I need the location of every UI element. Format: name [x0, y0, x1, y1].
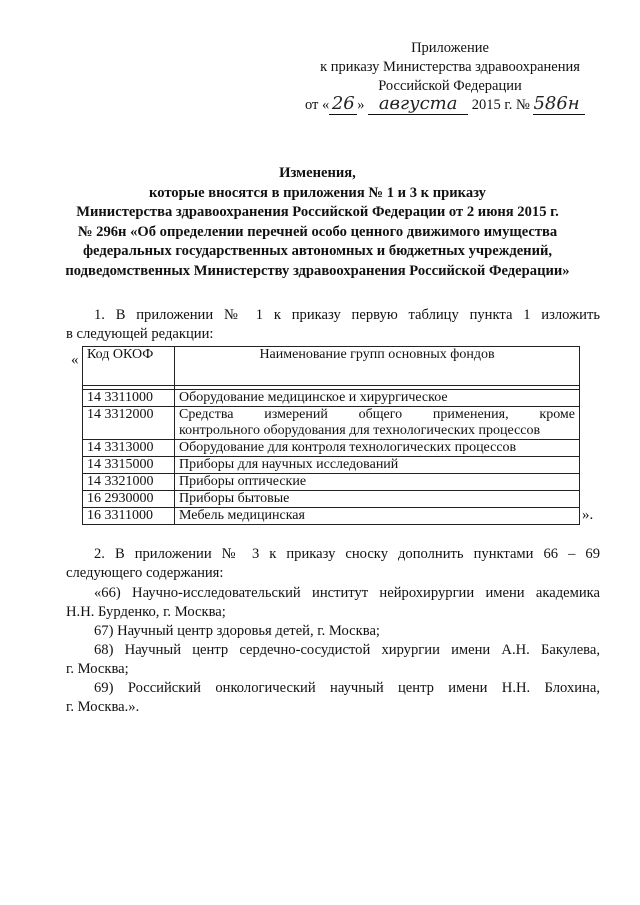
okof-name: Мебель медицинская — [175, 508, 580, 525]
list-item-67 — [66, 622, 600, 641]
okof-name: Приборы оптические — [175, 474, 580, 491]
item-69-line-1: 69) Российский онкологический научный центр имени Н.Н. Блохина, — [94, 680, 600, 696]
item-66-line-1: «66) Научно-исследовательский институт нейрохирургии имени академика — [94, 585, 600, 601]
title-line: Изменения, — [279, 165, 356, 181]
okof-code: 16 3311000 — [83, 508, 175, 525]
list-item-66 — [66, 584, 600, 622]
okof-code: 16 2930000 — [83, 491, 175, 508]
table-quote-open: « — [71, 352, 79, 368]
okof-name: Оборудование для контроля технологических процессов — [175, 440, 580, 457]
table-row — [83, 440, 580, 457]
title-line: № 296н «Об определении перечней особо ценного движимого имущества — [77, 223, 558, 240]
document-title — [40, 164, 595, 281]
header-name: Наименование групп основных фондов — [175, 347, 580, 386]
item-69-line-2: г. Москва.». — [66, 699, 140, 715]
title-line: которые вносятся в приложения № 1 и 3 к приказу — [149, 184, 486, 201]
paragraph-1 — [66, 306, 600, 344]
okof-name: Приборы для научных исследований — [175, 457, 580, 474]
list-item-68 — [66, 641, 600, 679]
federation-name: Российской Федерации — [378, 78, 522, 94]
title-line: Министерства здравоохранения Российской Федерации от 2 июня 2015 г. — [76, 204, 559, 220]
handwritten-day: 26 — [329, 93, 357, 115]
okof-name-line-2: контрольного оборудования для технологических процессов — [179, 423, 541, 438]
table-header-row — [83, 347, 580, 386]
order-reference: к приказу Министерства здравоохранения — [320, 59, 580, 75]
table-quote-close: ». — [582, 507, 594, 523]
handwritten-month: августа — [368, 93, 468, 115]
okof-code: 14 3315000 — [83, 457, 175, 474]
okof-table — [82, 346, 580, 525]
date-prefix: от « — [305, 97, 330, 113]
okof-code: 14 3313000 — [83, 440, 175, 457]
table-row — [83, 491, 580, 508]
item-68-line-2: г. Москва; — [66, 661, 129, 677]
okof-code: 14 3311000 — [83, 390, 175, 407]
okof-name — [175, 407, 580, 440]
okof-code: 14 3321000 — [83, 474, 175, 491]
table-row — [83, 457, 580, 474]
okof-name: Оборудование медицинское и хирургическое — [175, 390, 580, 407]
header-code: Код ОКОФ — [83, 347, 175, 386]
table-row — [83, 474, 580, 491]
okof-name-line-1: Средства измерений общего применения, кроме — [179, 407, 575, 422]
list-item-69 — [66, 679, 600, 717]
paragraph-2-line-1: 2. В приложении № 3 к приказу сноску дополнить пунктами 66 – 69 — [94, 546, 600, 562]
table-row — [83, 508, 580, 525]
table-row — [83, 407, 580, 440]
appendix-label: Приложение — [411, 40, 489, 56]
table-row — [83, 390, 580, 407]
title-line: федеральных государственных автономных и бюджетных учреждений, — [82, 243, 553, 259]
okof-code: 14 3312000 — [83, 407, 175, 440]
okof-name: Приборы бытовые — [175, 491, 580, 508]
year-and-number-label: 2015 г. № — [471, 97, 530, 113]
paragraph-1-line-2: в следующей редакции: — [66, 326, 214, 342]
order-date-line — [305, 93, 605, 115]
paragraph-1-line-1: 1. В приложении № 1 к приказу первую таблицу пункта 1 изложить — [94, 307, 600, 323]
item-67-line-1: 67) Научный центр здоровья детей, г. Москва; — [94, 623, 380, 639]
paragraph-2 — [66, 545, 600, 583]
item-66-line-2: Н.Н. Бурденко, г. Москва; — [66, 604, 226, 620]
date-quote-close: » — [357, 97, 365, 113]
paragraph-2-line-2: следующего содержания: — [66, 565, 224, 581]
handwritten-order-number: 586н — [533, 93, 585, 115]
title-line: подведомственных Министерству здравоохранения Российской Федерации» — [65, 262, 570, 279]
item-68-line-1: 68) Научный центр сердечно-сосудистой хирургии имени А.Н. Бакулева, — [94, 642, 600, 658]
